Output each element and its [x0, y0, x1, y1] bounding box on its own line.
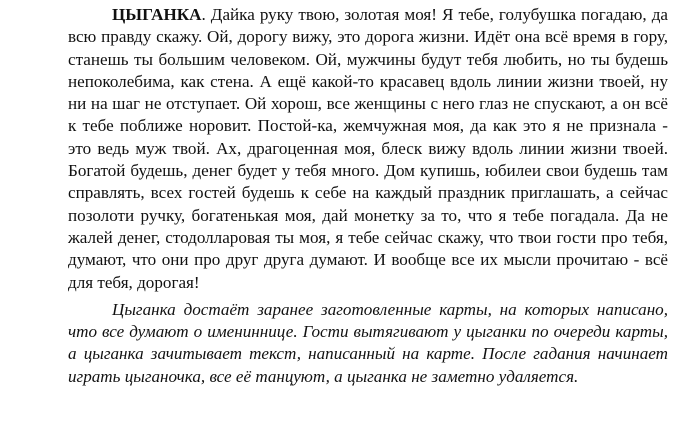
monologue-paragraph	[68, 4, 668, 294]
stage-direction: Цыганка достаёт заранее заготовленные карты, на которых написано, что все думают о имениннице. Гости вытягивают у цыганки по очереди карты, а цыганка зачитывает текст, написанный на карте. После гадания начинает играть цыганочка, все её танцуют, а цыганка не заметно удаляется.	[68, 299, 668, 386]
speaker-name: ЦЫГАНКА	[112, 5, 202, 24]
document-page	[68, 4, 668, 388]
monologue-text: . Дайка руку твою, золотая моя! Я тебе, голубушка погадаю, да всю правду скажу. Ой, дорогу вижу, это дорога жизни. Идёт она всё время в гору, станешь ты большим человеком. Ой, мужчины будут тебя любить, но ты будешь непоколебима, как стена. А ещё какой-то красавец вдоль линии жизни твоей, ну ни на шаг не отступает. Ой хорош, все женщины с него глаз не спускают, а он всё к тебе поближе норовит. Постой-ка, жемчужная моя, да как это я не признала - это ведь муж твой. Ах, драгоценная моя, блеск вижу вдоль линии жизни твоей. Богатой будешь, денег будет у тебя много. Дом купишь, юбилеи свои будешь там справлять, всех гостей будешь к себе на каждый праздник приглашать, а сейчас позолоти ручку, богатенькая моя, дай монетку за то, что я тебе погадала. Да не жалей денег, стодолларовая ты моя, я тебе сейчас скажу, что твои гости про тебя, думают, что они про друг друга думают. И вообще все их мысли прочитаю - всё для тебя, дорогая!	[68, 5, 668, 292]
